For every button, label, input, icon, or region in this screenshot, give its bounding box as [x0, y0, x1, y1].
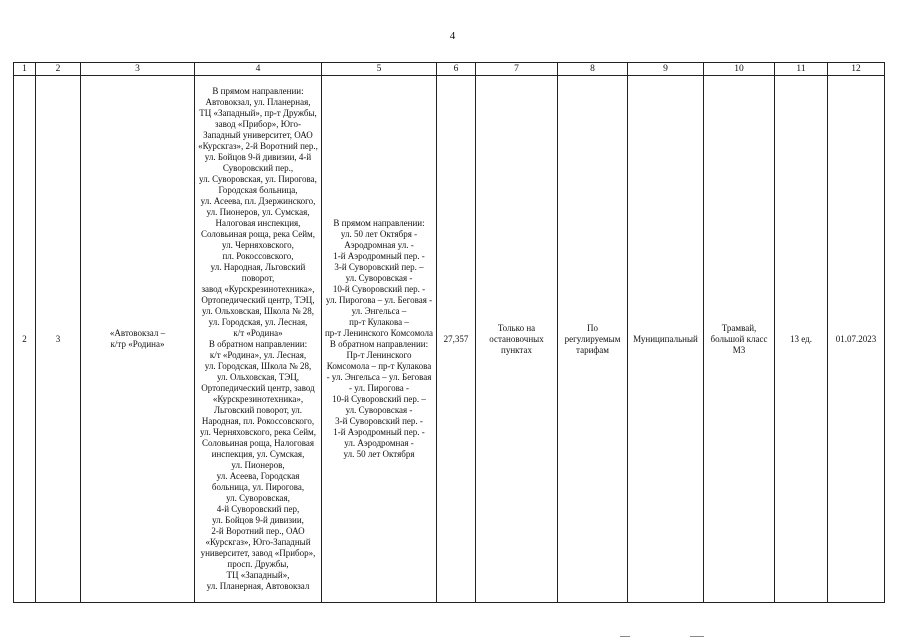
- tariff-type: По регулируемым тарифам: [558, 76, 628, 603]
- header-row: [14, 63, 885, 76]
- header-cell: 6: [437, 63, 476, 76]
- route-name: «Автовокзал – к/тр «Родина»: [81, 76, 195, 603]
- boarding-order: Только на остановочных пунктах: [476, 76, 558, 603]
- table-row: [14, 76, 885, 603]
- header-cell: 7: [476, 63, 558, 76]
- page-number: 4: [449, 30, 456, 42]
- stops-list: В прямом направлении: Автовокзал, ул. Планерная, ТЦ «Западный», пр-т Дружбы, завод «Прибор», Юго- Западный университет, ОАО «Курскгаз», 2-й Воротний пер., ул. Бойцов 9-й дивизии, 4-й Суворовский пер., ул. Суворовская, ул. Пирогова, Городская больница, ул. Асеева, пл. Дзержинского, ул. Пионеров, ул. Сумская, Налоговая инспекция, Соловьиная роща, река Сейм, ул. Черняховского, пл. Рокоссовского, ул. Народная, Льговский поворот, завод «Курскрезинотехника», Ортопедический центр, ТЭЦ, ул. Ольховская, Школа № 28, ул. Городская, ул. Лесная, к/т «Родина» В обратном направлении: к/т «Родина», ул. Лесная, ул. Городская, Школа № 28, ул. Ольховская, ТЭЦ, Ортопедический центр, завод «Курскрезинотехника», Льговский поворот, ул. Народная, пл. Рокоссовского, ул. Черняховского, река Сейм, Соловьиная роща, Налоговая инспекция, ул. Сумская, ул. Пионеров, ул. Асеева, Городская больница, ул. Пирогова, ул. Суворовская, 4-й Суворовский пер, ул. Бойцов 9-й дивизии, 2-й Воротний пер., ОАО «Курскгаз», Юго-Западный университет, завод «Прибор», просп. Дружбы, ТЦ «Западный», ул. Планерная, Автовокзал: [195, 76, 322, 603]
- header-cell: 10: [704, 63, 775, 76]
- header-cell: 3: [81, 63, 195, 76]
- header-cell: 8: [558, 63, 628, 76]
- vehicle-count: 13 ед.: [775, 76, 828, 603]
- scan-artifact: [620, 636, 630, 637]
- scan-artifact: [690, 636, 704, 637]
- route-table: [13, 62, 885, 603]
- start-date: 01.07.2023: [828, 76, 885, 603]
- vehicle-class: Трамвай, большой класс М3: [704, 76, 775, 603]
- route-number: 3: [36, 76, 81, 603]
- header-cell: 11: [775, 63, 828, 76]
- header-cell: 2: [36, 63, 81, 76]
- header-cell: 9: [628, 63, 704, 76]
- row-index: 2: [14, 76, 36, 603]
- header-cell: 4: [195, 63, 322, 76]
- header-cell: 5: [322, 63, 437, 76]
- header-cell: 12: [828, 63, 885, 76]
- transport-type: Муниципальный: [628, 76, 704, 603]
- streets-list: В прямом направлении: ул. 50 лет Октября - Аэродромная ул. - 1-й Аэродромный пер. - 3-й Суворовский пер. – ул. Суворовская - 10-й Суворовский пер. - ул. Пирогова – ул. Беговая - ул. Энгельса – пр-т Кулакова – пр-т Ленинского Комсомола В обратном направлении: Пр-т Ленинского Комсомола – пр-т Кулакова - ул. Энгельса – ул. Беговая - ул. Пирогова - 10-й Суворовский пер. – ул. Суворовская - 3-й Суворовский пер. - 1-й Аэродромный пер. - ул. Аэродромная - ул. 50 лет Октября: [322, 76, 437, 603]
- route-length: 27,357: [437, 76, 476, 603]
- header-cell: 1: [14, 63, 36, 76]
